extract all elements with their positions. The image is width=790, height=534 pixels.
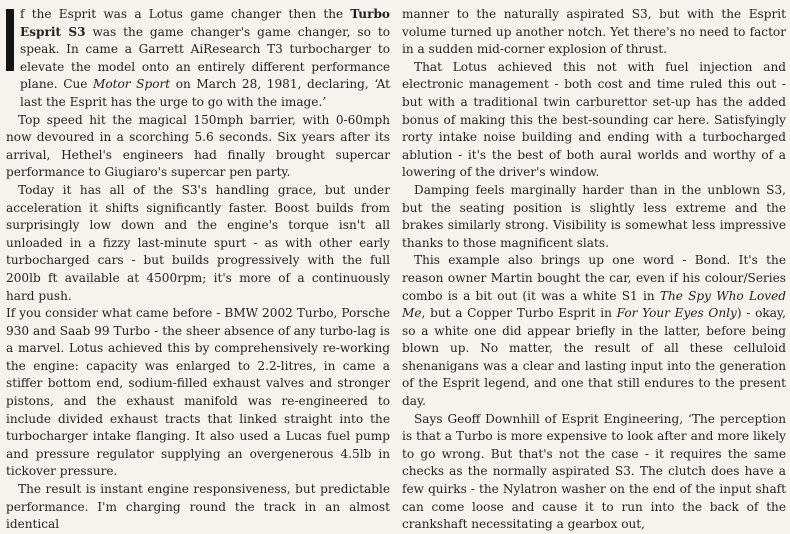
text-run: That Lotus achieved this not with fuel injection and electronic management - both cost and time ruled this out - but with a traditional twin carburettor set-up has the added bonus of making this the best-sounding car here. Satisfyingly rorty intake noise building and ending with a turbocharged ablution - it's the best of both aural worlds and worthy of a lowering of the driver's window.: [402, 59, 786, 180]
para-carburettor: [402, 59, 786, 182]
para-result: [6, 481, 390, 534]
drop-cap-block: [6, 9, 14, 71]
model-name-bold: Turbo Esprit S3: [20, 7, 390, 39]
text-run: , but a Copper Turbo Esprit in: [421, 306, 617, 321]
para-turbo-lag: [6, 305, 390, 481]
text-run: Top speed hit the magical 150mph barrier, with 0-60mph now devoured in a scorching 5.6 seconds. Six years after its arrival, Hethel's engineers had finally brought supercar performance to Giugiaro's supercar pen party.: [6, 112, 390, 180]
text-run: f the Esprit was a Lotus game changer then the: [20, 7, 351, 21]
publication-name: Motor Sport: [93, 77, 171, 92]
right-column: [402, 6, 786, 532]
para-quote: [402, 411, 786, 534]
text-run: was the game changer's game changer, so to speak. In came a Garrett AiResearch T3 turbocharger to elevate the model onto an entirely different performance plane. Cue: [20, 24, 390, 92]
left-column: [6, 6, 390, 532]
text-run: Says Geoff Downhill of Esprit Engineering, ‘The perception is that a Turbo is more expensive to look after and more likely to go wrong. But that's not the case - it requires the same checks as the normally aspirated S3. The clutch does have a few quirks - the Nylatron washer on the end of the input shaft can come loose and cause it to run into the back of the crankshaft necessitating a gearbox out,: [402, 411, 786, 532]
article-body: [6, 6, 786, 532]
para-intro: [6, 6, 390, 112]
text-run: Today it has all of the S3's handling grace, but under acceleration it shifts significantly faster. Boost builds from surprisingly low down and the engine's torque isn't all unloaded in a fizzy last-minute spurt - as with other early turbocharged cars - but builds progressively with the full 200lb ft available at 4500rpm; it's more of a continuously hard push.: [6, 182, 390, 303]
para-bond: [402, 252, 786, 410]
text-run: If you consider what came before - BMW 2002 Turbo, Porsche 930 and Saab 99 Turbo - the sheer absence of any turbo-lag is a marvel. Lotus achieved this by comprehensively re-working the engine: capacity was enlarged to 2.2-litres, in came a stiffer bottom end, sodium-filled exhaust valves and stronger pistons, and the exhaust manifold was re-engineered to include divided exhaust tracts that linked straight into the turbocharger intake flanging. It also used a Lucas fuel pump and pressure regulator supplying an overgenerous 4.5lb in tickover pressure.: [6, 306, 390, 479]
film-title: The Spy Who Loved Me: [402, 288, 786, 321]
text-run: This example also brings up one word - Bond. It's the reason owner Martin bought the car, even if his colour/Series combo is a bit out (it was a white S1 in: [402, 253, 786, 303]
text-run: on March 28, 1981, declaring, ‘At last the Esprit has the urge to go with the image.’: [20, 77, 390, 109]
para-handling: [6, 182, 390, 305]
para-damping: [402, 182, 786, 252]
text-run: manner to the naturally aspirated S3, but with the Esprit volume turned up another notch. Yet there's no need to factor in a sudden mid-corner explosion of thrust.: [402, 7, 786, 57]
text-run: The result is instant engine responsiveness, but predictable performance. I'm charging round the track in an almost identical: [6, 482, 390, 532]
film-title: For Your Eyes Only: [616, 306, 737, 321]
para-continuation: [402, 6, 786, 59]
text-run: ) - okay, so a white one did appear briefly in the latter, before being blown up. No matter, the result of all these celluloid shenanigans was a clear and lasting input into the generation of the Esprit legend, and one that still endures to the present day.: [402, 306, 786, 409]
text-run: Damping feels marginally harder than in the unblown S3, but the seating position is slightly less extreme and the brakes similarly strong. Visibility is somewhat less impressive thanks to those magnificent slats.: [402, 182, 786, 250]
para-top-speed: [6, 112, 390, 182]
